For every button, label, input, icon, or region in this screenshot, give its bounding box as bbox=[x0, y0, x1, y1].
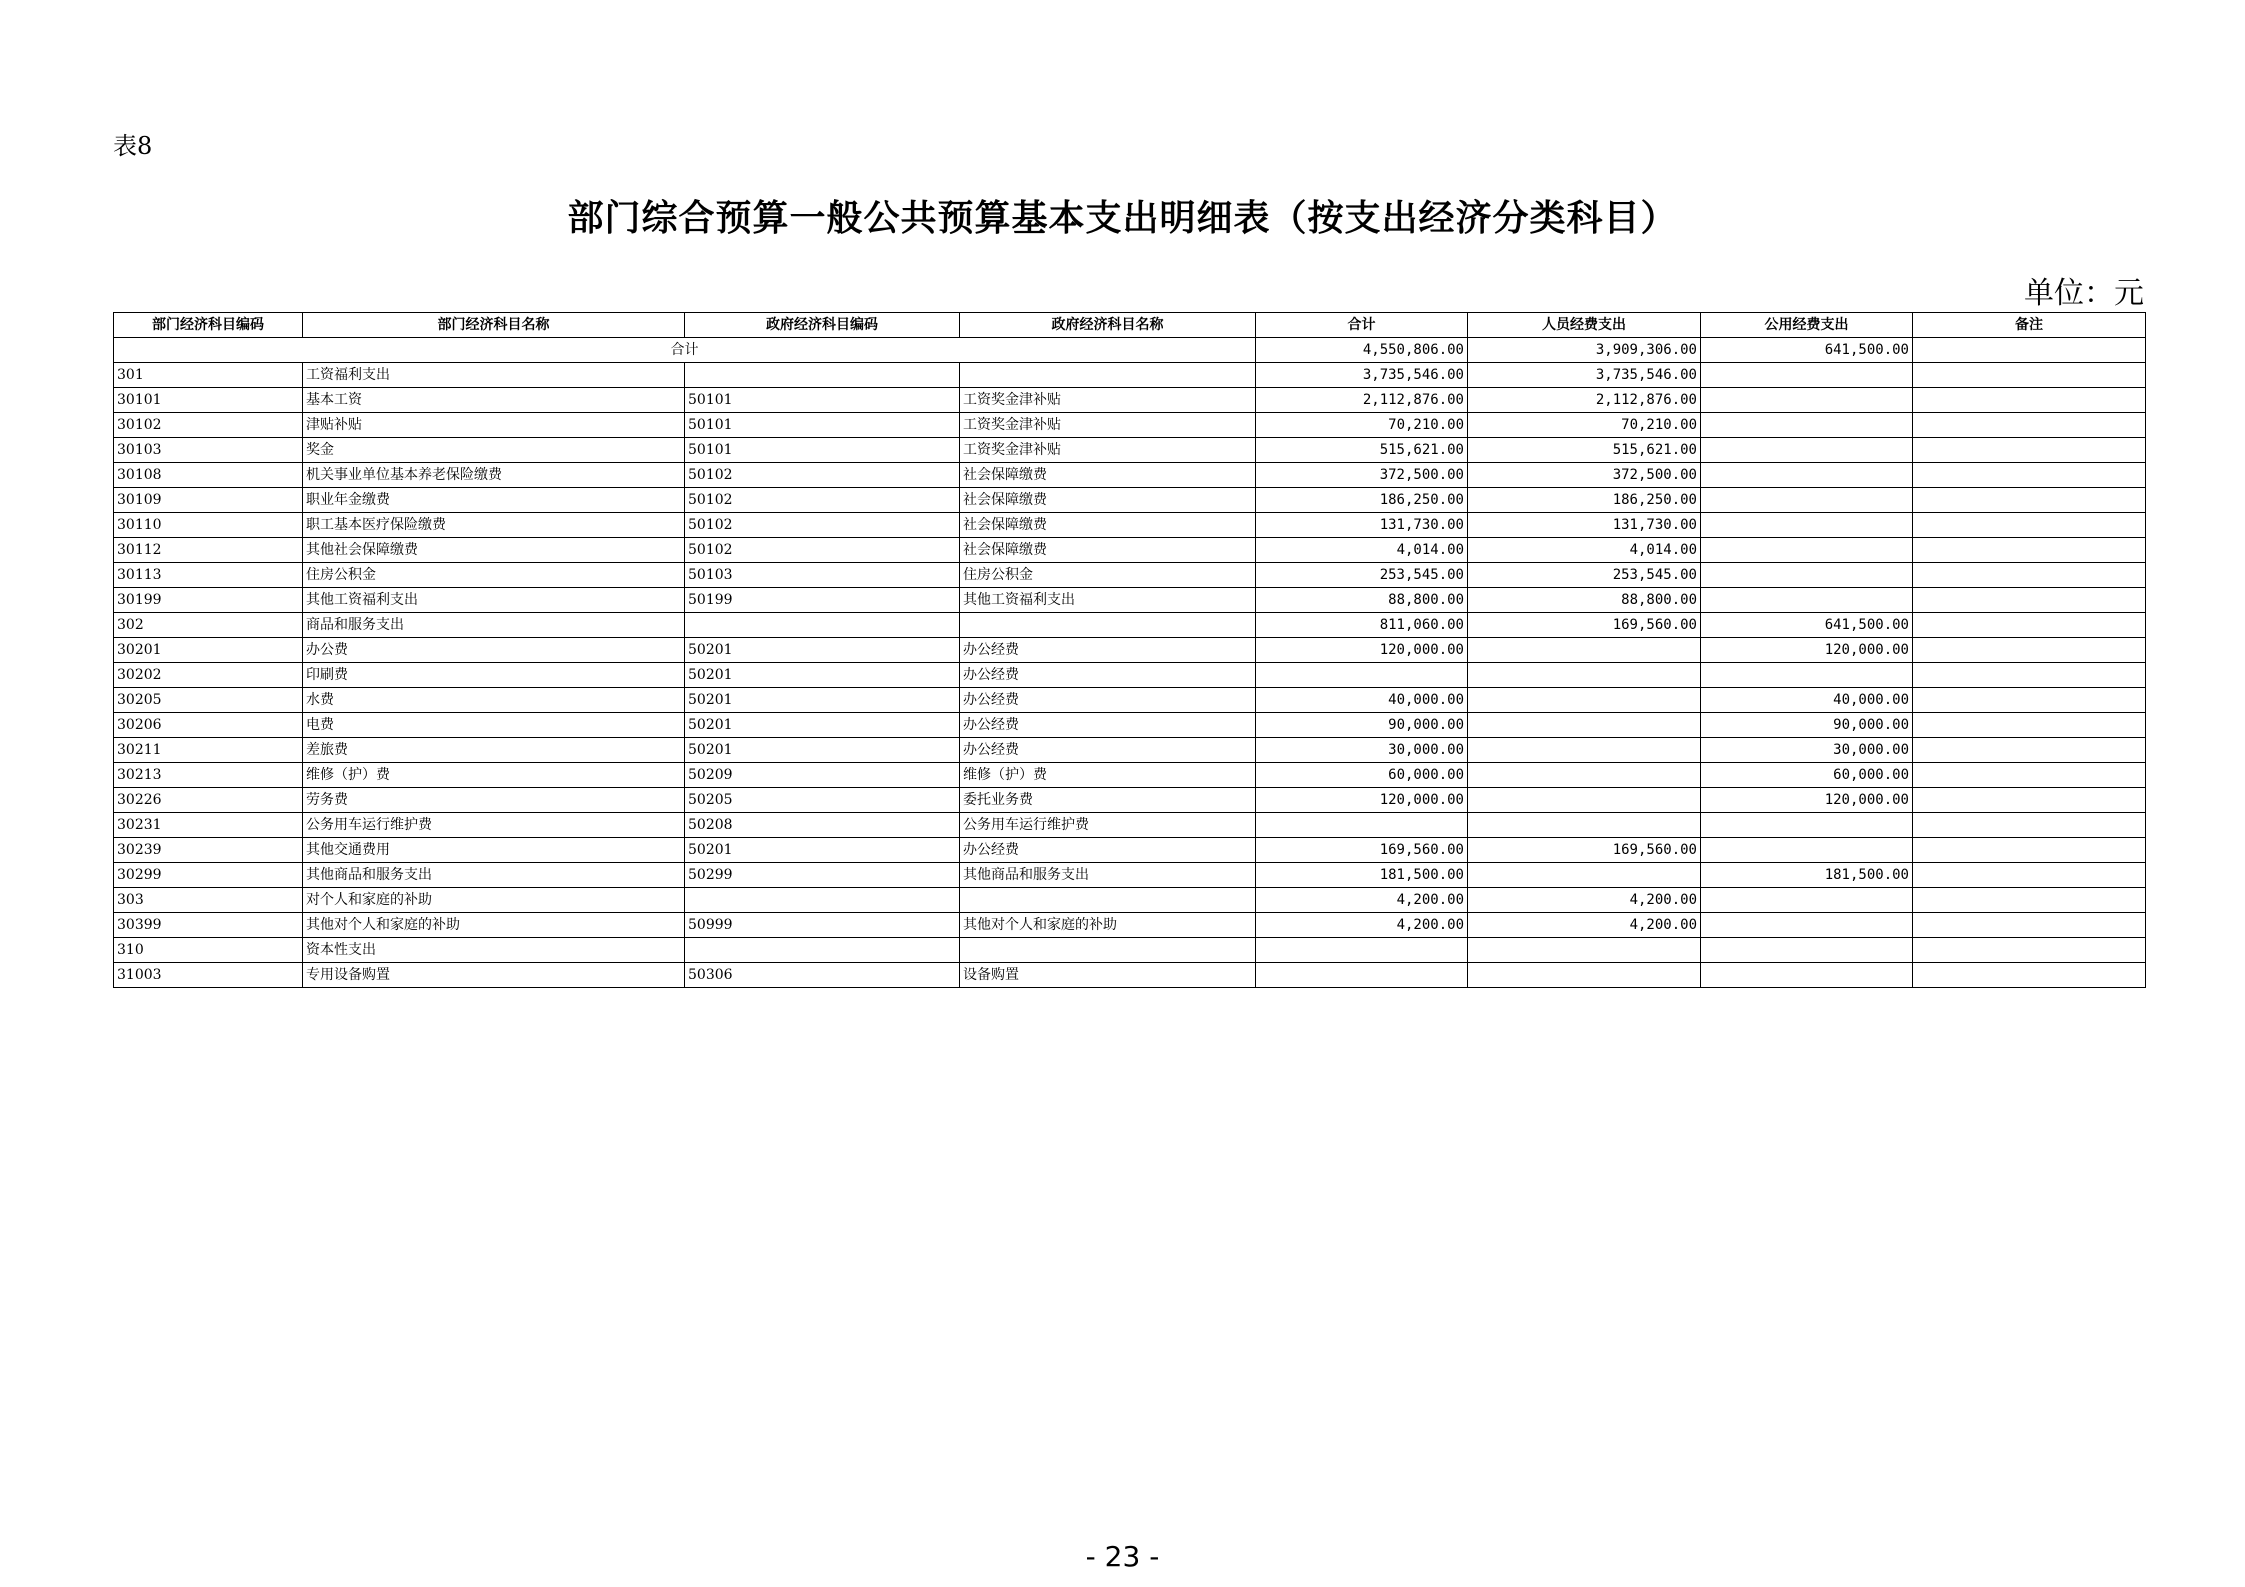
table-row bbox=[114, 463, 2146, 488]
cell-dept-name: 其他社会保障缴费 bbox=[303, 538, 685, 563]
cell-personnel: 372,500.00 bbox=[1468, 463, 1701, 488]
cell-total: 60,000.00 bbox=[1256, 763, 1468, 788]
cell-dept-code: 30205 bbox=[114, 688, 303, 713]
cell-public bbox=[1701, 838, 1913, 863]
cell-dept-code: 30199 bbox=[114, 588, 303, 613]
cell-public bbox=[1701, 563, 1913, 588]
cell-total: 181,500.00 bbox=[1256, 863, 1468, 888]
cell-gov-name: 维修（护）费 bbox=[960, 763, 1256, 788]
cell-personnel: 3,735,546.00 bbox=[1468, 363, 1701, 388]
cell-gov-name: 工资奖金津补贴 bbox=[960, 388, 1256, 413]
cell-gov-code: 50306 bbox=[685, 963, 960, 988]
cell-personnel: 4,200.00 bbox=[1468, 888, 1701, 913]
cell-note bbox=[1913, 888, 2146, 913]
cell-public bbox=[1701, 463, 1913, 488]
cell-personnel: 186,250.00 bbox=[1468, 488, 1701, 513]
cell-gov-name: 其他对个人和家庭的补助 bbox=[960, 913, 1256, 938]
cell-dept-code: 30239 bbox=[114, 838, 303, 863]
cell-gov-name: 办公经费 bbox=[960, 688, 1256, 713]
cell-gov-name: 工资奖金津补贴 bbox=[960, 413, 1256, 438]
cell-dept-code: 30103 bbox=[114, 438, 303, 463]
table-row bbox=[114, 813, 2146, 838]
cell-personnel bbox=[1468, 663, 1701, 688]
cell-dept-name: 办公费 bbox=[303, 638, 685, 663]
cell-dept-name: 其他商品和服务支出 bbox=[303, 863, 685, 888]
cell-public: 40,000.00 bbox=[1701, 688, 1913, 713]
cell-personnel bbox=[1468, 713, 1701, 738]
cell-note bbox=[1913, 688, 2146, 713]
cell-dept-name: 其他工资福利支出 bbox=[303, 588, 685, 613]
table-row bbox=[114, 788, 2146, 813]
cell-public bbox=[1701, 963, 1913, 988]
table-row bbox=[114, 688, 2146, 713]
cell-total: 2,112,876.00 bbox=[1256, 388, 1468, 413]
cell-public bbox=[1701, 538, 1913, 563]
header-gov-code: 政府经济科目编码 bbox=[685, 313, 960, 338]
cell-gov-code: 50201 bbox=[685, 738, 960, 763]
table-row bbox=[114, 588, 2146, 613]
cell-note bbox=[1913, 588, 2146, 613]
cell-public bbox=[1701, 888, 1913, 913]
cell-personnel bbox=[1468, 688, 1701, 713]
cell-dept-code: 30211 bbox=[114, 738, 303, 763]
cell-note bbox=[1913, 788, 2146, 813]
cell-public bbox=[1701, 388, 1913, 413]
table-row bbox=[114, 638, 2146, 663]
cell-total: 3,735,546.00 bbox=[1256, 363, 1468, 388]
cell-gov-name: 社会保障缴费 bbox=[960, 463, 1256, 488]
cell-dept-name: 对个人和家庭的补助 bbox=[303, 888, 685, 913]
cell-gov-name: 公务用车运行维护费 bbox=[960, 813, 1256, 838]
cell-gov-name: 其他商品和服务支出 bbox=[960, 863, 1256, 888]
cell-gov-name bbox=[960, 938, 1256, 963]
table-row bbox=[114, 888, 2146, 913]
cell-gov-code: 50201 bbox=[685, 688, 960, 713]
cell-public bbox=[1701, 913, 1913, 938]
cell-dept-code: 30113 bbox=[114, 563, 303, 588]
cell-note bbox=[1913, 913, 2146, 938]
cell-total: 70,210.00 bbox=[1256, 413, 1468, 438]
cell-dept-code: 31003 bbox=[114, 963, 303, 988]
cell-note bbox=[1913, 413, 2146, 438]
cell-dept-name: 工资福利支出 bbox=[303, 363, 685, 388]
cell-dept-code: 30231 bbox=[114, 813, 303, 838]
table-header-row bbox=[114, 313, 2146, 338]
cell-gov-code: 50101 bbox=[685, 413, 960, 438]
cell-dept-name: 劳务费 bbox=[303, 788, 685, 813]
cell-dept-code: 30108 bbox=[114, 463, 303, 488]
cell-personnel: 515,621.00 bbox=[1468, 438, 1701, 463]
cell-dept-name: 基本工资 bbox=[303, 388, 685, 413]
cell-gov-code: 50201 bbox=[685, 663, 960, 688]
cell-total: 186,250.00 bbox=[1256, 488, 1468, 513]
cell-gov-name: 办公经费 bbox=[960, 838, 1256, 863]
table-row bbox=[114, 563, 2146, 588]
cell-note bbox=[1913, 463, 2146, 488]
cell-total bbox=[1256, 938, 1468, 963]
cell-personnel: 169,560.00 bbox=[1468, 613, 1701, 638]
cell-dept-name: 公务用车运行维护费 bbox=[303, 813, 685, 838]
cell-gov-name: 委托业务费 bbox=[960, 788, 1256, 813]
header-note: 备注 bbox=[1913, 313, 2146, 338]
cell-gov-code bbox=[685, 888, 960, 913]
total-note bbox=[1913, 338, 2146, 363]
cell-total: 4,200.00 bbox=[1256, 888, 1468, 913]
cell-dept-name: 机关事业单位基本养老保险缴费 bbox=[303, 463, 685, 488]
table-row bbox=[114, 438, 2146, 463]
cell-total: 88,800.00 bbox=[1256, 588, 1468, 613]
total-public: 641,500.00 bbox=[1701, 338, 1913, 363]
cell-total: 120,000.00 bbox=[1256, 788, 1468, 813]
cell-public: 181,500.00 bbox=[1701, 863, 1913, 888]
cell-total bbox=[1256, 963, 1468, 988]
cell-gov-name: 办公经费 bbox=[960, 713, 1256, 738]
cell-public: 120,000.00 bbox=[1701, 638, 1913, 663]
cell-note bbox=[1913, 638, 2146, 663]
cell-note bbox=[1913, 713, 2146, 738]
cell-personnel: 2,112,876.00 bbox=[1468, 388, 1701, 413]
total-label: 合计 bbox=[114, 338, 1256, 363]
cell-note bbox=[1913, 738, 2146, 763]
table-row bbox=[114, 363, 2146, 388]
cell-gov-code: 50199 bbox=[685, 588, 960, 613]
cell-dept-name: 其他对个人和家庭的补助 bbox=[303, 913, 685, 938]
cell-dept-code: 30112 bbox=[114, 538, 303, 563]
cell-public bbox=[1701, 488, 1913, 513]
cell-gov-code: 50103 bbox=[685, 563, 960, 588]
cell-public: 60,000.00 bbox=[1701, 763, 1913, 788]
cell-gov-name bbox=[960, 613, 1256, 638]
cell-note bbox=[1913, 563, 2146, 588]
cell-personnel: 131,730.00 bbox=[1468, 513, 1701, 538]
cell-gov-code bbox=[685, 613, 960, 638]
cell-public bbox=[1701, 663, 1913, 688]
cell-gov-code: 50208 bbox=[685, 813, 960, 838]
cell-gov-name: 办公经费 bbox=[960, 663, 1256, 688]
page-title: 部门综合预算一般公共预算基本支出明细表（按支出经济分类科目） bbox=[567, 197, 1678, 239]
cell-gov-code: 50205 bbox=[685, 788, 960, 813]
cell-dept-name: 住房公积金 bbox=[303, 563, 685, 588]
cell-total: 30,000.00 bbox=[1256, 738, 1468, 763]
cell-total bbox=[1256, 813, 1468, 838]
cell-total: 90,000.00 bbox=[1256, 713, 1468, 738]
cell-total: 372,500.00 bbox=[1256, 463, 1468, 488]
cell-personnel: 70,210.00 bbox=[1468, 413, 1701, 438]
cell-note bbox=[1913, 538, 2146, 563]
cell-public bbox=[1701, 588, 1913, 613]
cell-note bbox=[1913, 663, 2146, 688]
header-public: 公用经费支出 bbox=[1701, 313, 1913, 338]
table-row bbox=[114, 663, 2146, 688]
cell-total: 131,730.00 bbox=[1256, 513, 1468, 538]
cell-gov-code: 50201 bbox=[685, 838, 960, 863]
table-row bbox=[114, 913, 2146, 938]
cell-public bbox=[1701, 513, 1913, 538]
cell-total: 4,014.00 bbox=[1256, 538, 1468, 563]
cell-personnel bbox=[1468, 813, 1701, 838]
table-row bbox=[114, 613, 2146, 638]
cell-gov-code: 50101 bbox=[685, 438, 960, 463]
table-row bbox=[114, 388, 2146, 413]
cell-note bbox=[1913, 863, 2146, 888]
cell-gov-code: 50999 bbox=[685, 913, 960, 938]
cell-personnel bbox=[1468, 638, 1701, 663]
cell-dept-code: 30201 bbox=[114, 638, 303, 663]
cell-public bbox=[1701, 363, 1913, 388]
cell-dept-code: 303 bbox=[114, 888, 303, 913]
cell-public: 641,500.00 bbox=[1701, 613, 1913, 638]
total-row bbox=[114, 338, 2146, 363]
cell-dept-name: 津贴补贴 bbox=[303, 413, 685, 438]
cell-total: 120,000.00 bbox=[1256, 638, 1468, 663]
cell-gov-code: 50201 bbox=[685, 713, 960, 738]
cell-gov-name: 社会保障缴费 bbox=[960, 538, 1256, 563]
cell-public bbox=[1701, 813, 1913, 838]
cell-dept-name: 专用设备购置 bbox=[303, 963, 685, 988]
cell-personnel: 88,800.00 bbox=[1468, 588, 1701, 613]
cell-personnel bbox=[1468, 738, 1701, 763]
cell-total: 811,060.00 bbox=[1256, 613, 1468, 638]
cell-gov-code: 50209 bbox=[685, 763, 960, 788]
cell-gov-name: 住房公积金 bbox=[960, 563, 1256, 588]
cell-dept-name: 奖金 bbox=[303, 438, 685, 463]
cell-personnel bbox=[1468, 788, 1701, 813]
cell-gov-name: 设备购置 bbox=[960, 963, 1256, 988]
cell-dept-code: 30202 bbox=[114, 663, 303, 688]
cell-note bbox=[1913, 938, 2146, 963]
cell-note bbox=[1913, 513, 2146, 538]
cell-dept-name: 职业年金缴费 bbox=[303, 488, 685, 513]
cell-dept-code: 30226 bbox=[114, 788, 303, 813]
cell-public: 120,000.00 bbox=[1701, 788, 1913, 813]
cell-note bbox=[1913, 763, 2146, 788]
cell-dept-name: 印刷费 bbox=[303, 663, 685, 688]
cell-note bbox=[1913, 488, 2146, 513]
cell-note bbox=[1913, 438, 2146, 463]
cell-note bbox=[1913, 963, 2146, 988]
table-row bbox=[114, 713, 2146, 738]
cell-note bbox=[1913, 363, 2146, 388]
cell-gov-code: 50201 bbox=[685, 638, 960, 663]
cell-personnel: 4,200.00 bbox=[1468, 913, 1701, 938]
cell-gov-name: 社会保障缴费 bbox=[960, 513, 1256, 538]
cell-public: 30,000.00 bbox=[1701, 738, 1913, 763]
cell-total bbox=[1256, 663, 1468, 688]
cell-dept-code: 30109 bbox=[114, 488, 303, 513]
cell-gov-name: 办公经费 bbox=[960, 738, 1256, 763]
cell-dept-code: 30102 bbox=[114, 413, 303, 438]
total-personnel: 3,909,306.00 bbox=[1468, 338, 1701, 363]
cell-note bbox=[1913, 613, 2146, 638]
cell-personnel: 4,014.00 bbox=[1468, 538, 1701, 563]
cell-gov-name bbox=[960, 888, 1256, 913]
cell-gov-name bbox=[960, 363, 1256, 388]
cell-public: 90,000.00 bbox=[1701, 713, 1913, 738]
cell-gov-name: 工资奖金津补贴 bbox=[960, 438, 1256, 463]
cell-note bbox=[1913, 838, 2146, 863]
cell-gov-name: 办公经费 bbox=[960, 638, 1256, 663]
cell-dept-name: 电费 bbox=[303, 713, 685, 738]
cell-public bbox=[1701, 438, 1913, 463]
header-dept-name: 部门经济科目名称 bbox=[303, 313, 685, 338]
cell-dept-code: 30299 bbox=[114, 863, 303, 888]
cell-dept-name: 水费 bbox=[303, 688, 685, 713]
cell-dept-name: 维修（护）费 bbox=[303, 763, 685, 788]
budget-table bbox=[113, 312, 2146, 988]
table-row bbox=[114, 488, 2146, 513]
cell-dept-code: 30206 bbox=[114, 713, 303, 738]
cell-total: 169,560.00 bbox=[1256, 838, 1468, 863]
page-number: - 23 - bbox=[1085, 1540, 1160, 1573]
cell-public bbox=[1701, 938, 1913, 963]
cell-total: 253,545.00 bbox=[1256, 563, 1468, 588]
cell-total: 515,621.00 bbox=[1256, 438, 1468, 463]
cell-dept-code: 30213 bbox=[114, 763, 303, 788]
cell-note bbox=[1913, 813, 2146, 838]
table-row bbox=[114, 863, 2146, 888]
table-row bbox=[114, 763, 2146, 788]
cell-gov-code bbox=[685, 938, 960, 963]
header-dept-code: 部门经济科目编码 bbox=[114, 313, 303, 338]
unit-label: 单位：元 bbox=[2024, 276, 2144, 311]
table-row bbox=[114, 413, 2146, 438]
cell-dept-name: 职工基本医疗保险缴费 bbox=[303, 513, 685, 538]
cell-gov-code: 50101 bbox=[685, 388, 960, 413]
cell-total: 40,000.00 bbox=[1256, 688, 1468, 713]
table-row bbox=[114, 538, 2146, 563]
cell-gov-code bbox=[685, 363, 960, 388]
cell-personnel: 169,560.00 bbox=[1468, 838, 1701, 863]
cell-total: 4,200.00 bbox=[1256, 913, 1468, 938]
cell-gov-code: 50102 bbox=[685, 463, 960, 488]
cell-dept-name: 商品和服务支出 bbox=[303, 613, 685, 638]
cell-dept-code: 30110 bbox=[114, 513, 303, 538]
cell-personnel bbox=[1468, 763, 1701, 788]
cell-gov-name: 其他工资福利支出 bbox=[960, 588, 1256, 613]
table-number-label: 表8 bbox=[113, 132, 153, 160]
header-gov-name: 政府经济科目名称 bbox=[960, 313, 1256, 338]
cell-public bbox=[1701, 413, 1913, 438]
cell-gov-code: 50102 bbox=[685, 488, 960, 513]
cell-gov-name: 社会保障缴费 bbox=[960, 488, 1256, 513]
cell-dept-code: 301 bbox=[114, 363, 303, 388]
table-row bbox=[114, 938, 2146, 963]
cell-personnel: 253,545.00 bbox=[1468, 563, 1701, 588]
cell-dept-code: 30101 bbox=[114, 388, 303, 413]
header-total: 合计 bbox=[1256, 313, 1468, 338]
cell-dept-name: 资本性支出 bbox=[303, 938, 685, 963]
cell-dept-name: 其他交通费用 bbox=[303, 838, 685, 863]
cell-dept-code: 30399 bbox=[114, 913, 303, 938]
table-row bbox=[114, 963, 2146, 988]
cell-personnel bbox=[1468, 938, 1701, 963]
header-personnel: 人员经费支出 bbox=[1468, 313, 1701, 338]
cell-personnel bbox=[1468, 863, 1701, 888]
cell-note bbox=[1913, 388, 2146, 413]
total-amount: 4,550,806.00 bbox=[1256, 338, 1468, 363]
cell-gov-code: 50299 bbox=[685, 863, 960, 888]
table-row bbox=[114, 513, 2146, 538]
cell-personnel bbox=[1468, 963, 1701, 988]
cell-gov-code: 50102 bbox=[685, 538, 960, 563]
cell-dept-name: 差旅费 bbox=[303, 738, 685, 763]
table-row bbox=[114, 838, 2146, 863]
cell-dept-code: 302 bbox=[114, 613, 303, 638]
cell-gov-code: 50102 bbox=[685, 513, 960, 538]
table-row bbox=[114, 738, 2146, 763]
cell-dept-code: 310 bbox=[114, 938, 303, 963]
